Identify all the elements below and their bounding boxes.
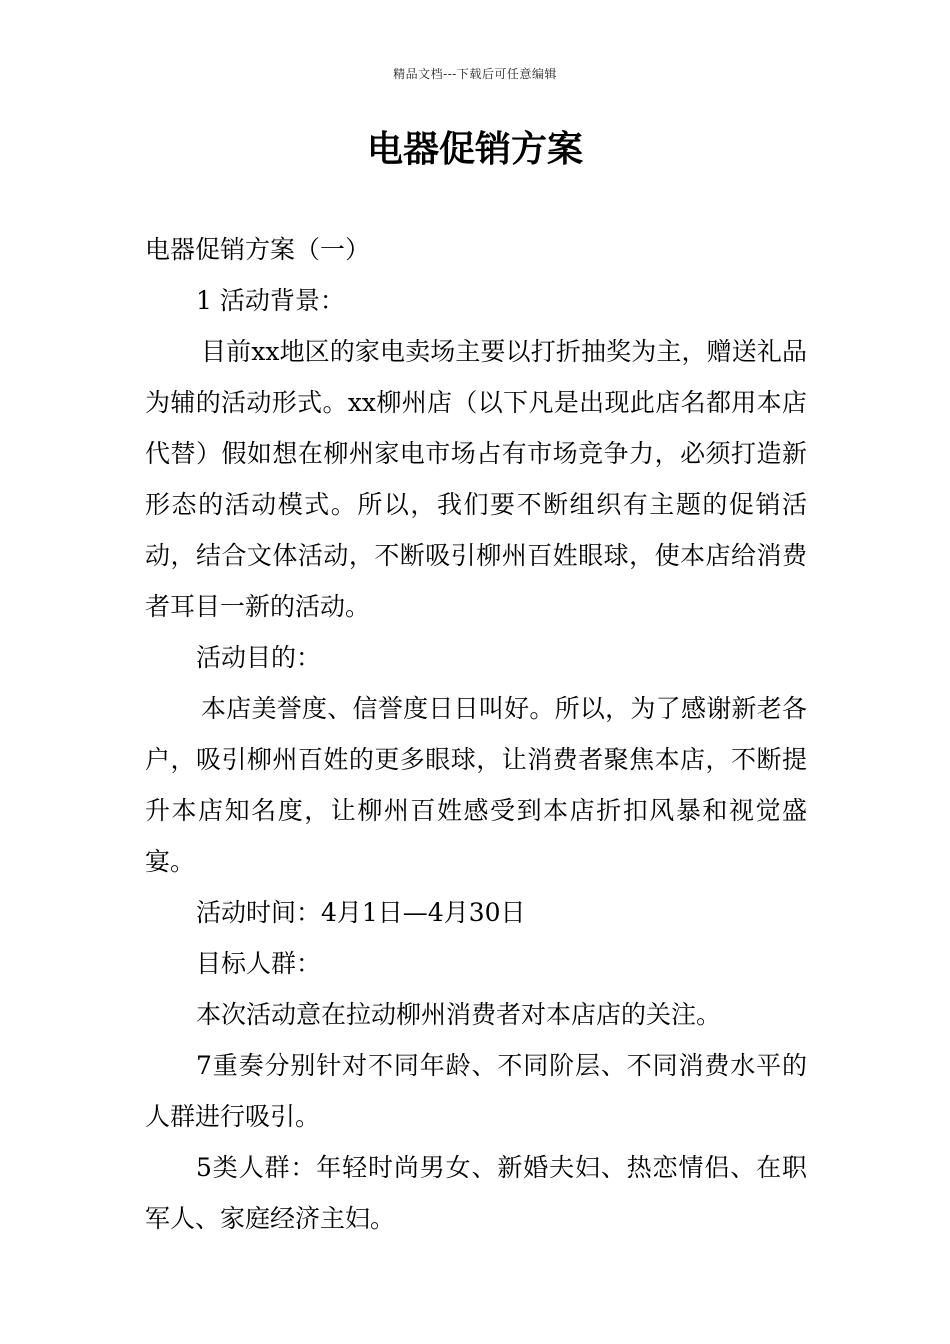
paragraph-activity-purpose-heading: 活动目的： [196,643,322,672]
document-title: 电器促销方案 [366,129,583,170]
paragraph-activity-background-heading: 1 活动背景： [196,286,345,315]
header-note: 精品文档---下载后可任意编辑 [393,67,557,81]
document-body [145,224,807,1244]
paragraph-activity-background: 目前xx地区的家电卖场主要以打折抽奖为主，赠送礼品为辅的活动形式。xx柳州店（以下凡是出现此店名都用本店代替）假如想在柳州家电市场占有市场竞争力，必须打造新形态的活动模式。所以，我们要不断组织有主题的促销活动，结合文体活动，不断吸引柳州百姓眼球，使本店给消费者耳目一新的活动。 [145,337,807,621]
paragraph-activity-time: 活动时间：4月1日—4月30日 [196,898,526,927]
paragraph-septet: 7重奏分别针对不同年龄、不同阶层、不同消费水平的人群进行吸引。 [145,1051,807,1131]
paragraph-target-group-intro: 本次活动意在拉动柳州消费者对本店店的关注。 [196,1000,722,1029]
paragraph-five-groups: 5类人群：年轻时尚男女、新婚夫妇、热恋情侣、在职军人、家庭经济主妇。 [145,1153,807,1233]
section-heading: 电器促销方案（一） [145,235,371,264]
paragraph-target-group-heading: 目标人群： [196,949,322,978]
paragraph-activity-purpose: 本店美誉度、信誉度日日叫好。所以，为了感谢新老各户，吸引柳州百姓的更多眼球，让消费者聚焦本店，不断提升本店知名度，让柳州百姓感受到本店折扣风暴和视觉盛宴。 [145,694,807,876]
